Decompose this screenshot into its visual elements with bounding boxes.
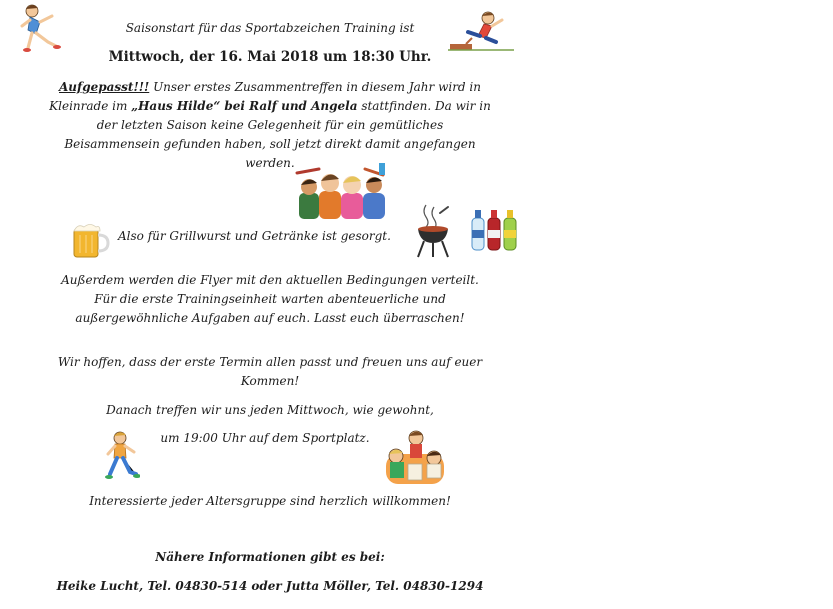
para2-line-1: Außerdem werden die Flyer mit den aktuellen Bedingungen verteilt. — [61, 273, 479, 287]
para1-line-4: Beisammensein gefunden haben, soll jetzt direkt damit angefangen — [64, 137, 476, 151]
welcome-line: Interessierte jeder Altersgruppe sind herzlich willkommen! — [89, 494, 451, 508]
para3-line-2: Kommen! — [240, 374, 300, 388]
group-of-people-icon — [295, 163, 390, 219]
empty-area — [536, 0, 833, 609]
para1-line-3: der letzten Saison keine Gelegenheit für ein gemütliches — [96, 118, 444, 132]
runner-girl-icon — [18, 2, 62, 54]
venue-name: „Haus Hilde“ bei Ralf und Angela — [131, 99, 358, 113]
title-line-1: Saisonstart für das Sportabzeichen Training ist — [125, 21, 415, 35]
high-jumper-icon — [448, 10, 514, 54]
para1-line-1-text: Unser erstes Zusammentreffen in diesem Jahr wird in — [149, 80, 481, 94]
contact-line: Heike Lucht, Tel. 04830-514 oder Jutta Möller, Tel. 04830-1294 — [56, 579, 484, 593]
jogging-boy-icon — [104, 430, 140, 482]
para1-line-2 — [20, 97, 520, 115]
para2-line-3: außergewöhnliche Aufgaben auf euch. Lasst euch überraschen! — [75, 311, 465, 325]
para1-line-2-start: Kleinrade im — [49, 99, 132, 113]
weekly-line-2: um 19:00 Uhr auf dem Sportplatz. — [160, 431, 370, 445]
attention-label: Aufgepasst!!! — [59, 80, 150, 94]
grill-line: Also für Grillwurst und Getränke ist gesorgt. — [118, 229, 391, 243]
title-date: Mittwoch, der 16. Mai 2018 um 18:30 Uhr. — [108, 49, 432, 65]
barbecue-grill-icon — [414, 203, 452, 259]
weekly-line-1: Danach treffen wir uns jeden Mittwoch, wie gewohnt, — [106, 403, 434, 417]
para3-line-1: Wir hoffen, dass der erste Termin allen passt und freuen uns auf euer — [57, 355, 483, 369]
para1-line-5: werden. — [245, 156, 295, 170]
para1-line-2-end: stattfinden. Da wir in — [357, 99, 491, 113]
para2-line-2: Für die erste Trainingseinheit warten abenteuerliche und — [94, 292, 446, 306]
children-group-icon — [380, 428, 450, 486]
para1-line-1 — [20, 78, 520, 96]
drink-bottles-icon — [468, 208, 520, 252]
beer-mug-icon — [70, 221, 110, 259]
info-heading: Nähere Informationen gibt es bei: — [155, 550, 385, 564]
